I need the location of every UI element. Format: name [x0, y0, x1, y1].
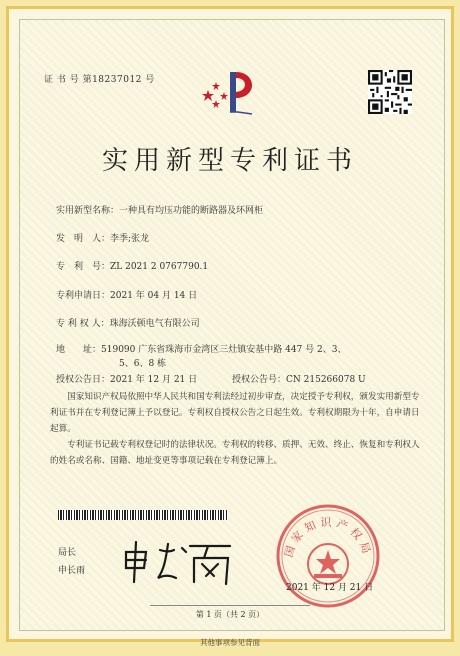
patent-number-value: ZL 2021 2 0767790.1	[110, 262, 209, 272]
seal-date: 2021 年 12 月 21 日	[286, 583, 374, 593]
grant-statement-paragraph: 国家知识产权局依照中华人民共和国专利法经过初步审查，决定授予专利权，颁发实用新型专利证书并在专利登记簿上予以登记。专利权自授权公告之日起生效。专利权期限为十年，自申请日起算。	[50, 392, 420, 434]
footer-divider	[150, 605, 310, 606]
page-info: 第 1 页（共 2 页）	[195, 610, 265, 619]
patentee-label: 专 利 权 人：	[56, 319, 110, 329]
patentee-value: 珠海沃顿电气有限公司	[109, 319, 200, 329]
application-date-row	[56, 288, 197, 301]
patent-number-label: 专 利 号：	[56, 262, 111, 272]
cnipa-emblem-icon	[196, 66, 266, 118]
director-title: 局长	[58, 548, 77, 558]
barcode-icon	[58, 510, 228, 520]
grant-date-value: 2021 年 12 月 21 日	[110, 375, 198, 385]
patentee-row	[56, 316, 200, 329]
grant-number-label: 授权公告号：	[232, 375, 287, 385]
certificate-title: 实用新型专利证书	[101, 146, 358, 176]
application-date-value: 2021 年 04 月 14 日	[110, 291, 198, 301]
utility-model-name-label: 实用新型名称：	[56, 206, 120, 216]
address-row	[56, 342, 346, 355]
patent-number-row	[56, 259, 208, 272]
utility-model-name-row	[56, 203, 263, 216]
inventor-row	[56, 231, 149, 244]
director-name: 申长雨	[58, 566, 86, 576]
inventor-value: 李季;张龙	[110, 234, 150, 244]
svg-text:国家知识产权局: 国家知识产权局	[281, 516, 375, 559]
official-seal-icon	[272, 500, 384, 612]
grant-date-label: 授权公告日：	[56, 375, 111, 385]
address-value-line1: 519090 广东省珠海市金湾区三灶镇安基中路 447 号 2、3、	[101, 345, 347, 355]
legal-status-paragraph: 专利证书记载专利权登记时的法律状况。专利权的转移、质押、无效、终止、恢复和专利权人的姓名或名称、国籍、地址变更等事项记载在专利登记簿上。	[50, 440, 420, 466]
grant-date-row	[56, 372, 197, 385]
footer-note: 其他事项参见背面	[200, 638, 260, 647]
application-date-label: 专利申请日：	[56, 291, 111, 301]
director-signature	[120, 530, 240, 590]
qr-code-icon	[368, 70, 412, 114]
grant-number-value: CN 215266078 U	[286, 375, 366, 385]
grant-number-row	[232, 372, 366, 385]
certificate-number: 证 书 号 第18237012 号	[44, 75, 155, 85]
address-value-line2: 5、6、8 栋	[119, 359, 167, 369]
inventor-label: 发 明 人：	[56, 234, 111, 244]
utility-model-name-value: 一种具有均压功能的断路器及环网柜	[119, 206, 264, 216]
address-label: 地 址：	[56, 345, 102, 355]
